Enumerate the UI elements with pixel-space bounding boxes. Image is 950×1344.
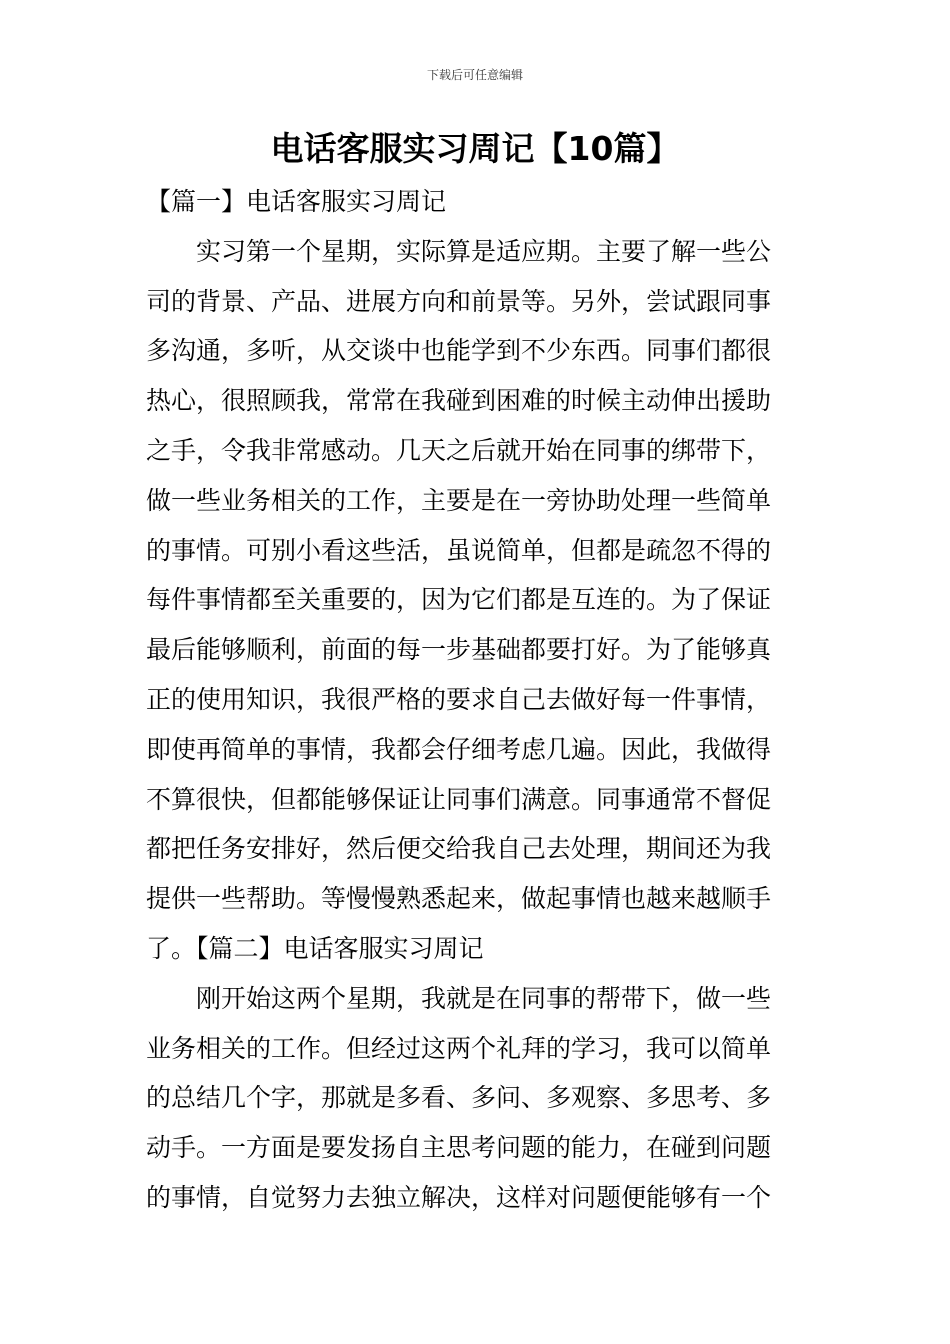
text-line: 每件事情都至关重要的，因为它们都是互连的。为了保证 bbox=[146, 585, 772, 615]
text-line: 的事情。可别小看这些活，虽说简单，但都是疏忽不得的 bbox=[146, 535, 772, 565]
text-line: 了。【篇二】电话客服实习周记 bbox=[146, 933, 484, 963]
text-line: 做一些业务相关的工作，主要是在一旁协助处理一些简单 bbox=[146, 485, 772, 515]
document-body bbox=[146, 177, 814, 1223]
text-line: 的总结几个字，那就是多看、多问、多观察、多思考、多 bbox=[146, 1083, 772, 1113]
text-line: 不算很快，但都能够保证让同事们满意。同事通常不督促 bbox=[146, 784, 772, 814]
text-line: 最后能够顺利，前面的每一步基础都要打好。为了能够真 bbox=[146, 635, 772, 665]
header-note: 下载后可任意编辑 bbox=[426, 68, 523, 82]
text-line: 之手，令我非常感动。几天之后就开始在同事的绑带下， bbox=[146, 435, 772, 465]
text-line: 正的使用知识，我很严格的要求自己去做好每一件事情， bbox=[146, 684, 772, 714]
text-line: 即使再简单的事情，我都会仔细考虑几遍。因此，我做得 bbox=[146, 734, 772, 764]
text-line: 司的背景、产品、进展方向和前景等。另外，尝试跟同事 bbox=[146, 286, 772, 316]
text-line: 热心，很照顾我，常常在我碰到困难的时候主动伸出援助 bbox=[146, 386, 772, 416]
document-title: 电话客服实习周记【10篇】 bbox=[270, 129, 680, 168]
text-line: 实习第一个星期，实际算是适应期。主要了解一些公 bbox=[146, 236, 772, 266]
text-line: 的事情，自觉努力去独立解决，这样对问题便能够有一个 bbox=[146, 1182, 772, 1212]
text-line: 刚开始这两个星期，我就是在同事的帮带下，做一些 bbox=[146, 983, 772, 1013]
text-line: 业务相关的工作。但经过这两个礼拜的学习，我可以简单 bbox=[146, 1033, 772, 1063]
text-line: 【篇一】电话客服实习周记 bbox=[146, 187, 447, 216]
text-line: 都把任务安排好，然后便交给我自己去处理，期间还为我 bbox=[146, 834, 772, 864]
text-line: 动手。一方面是要发扬自主思考问题的能力，在碰到问题 bbox=[146, 1133, 772, 1163]
text-line: 提供一些帮助。等慢慢熟悉起来，做起事情也越来越顺手 bbox=[146, 884, 772, 914]
text-line: 多沟通，多听，从交谈中也能学到不少东西。同事们都很 bbox=[146, 336, 772, 366]
